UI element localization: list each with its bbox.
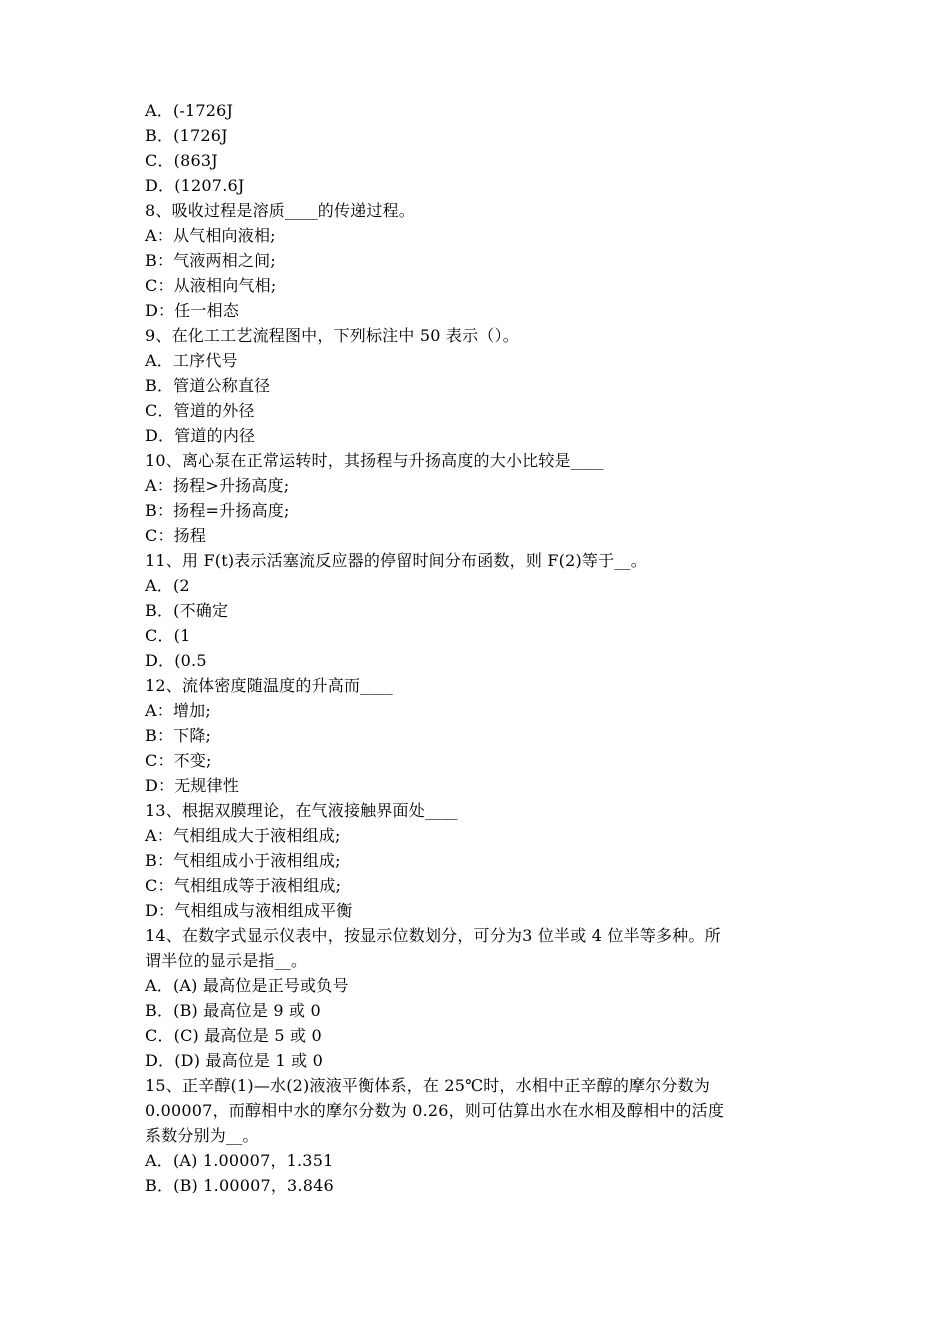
option-line: B．管道公称直径 xyxy=(145,376,271,395)
option-line: B：气相组成小于液相组成; xyxy=(145,851,341,870)
option-line: C：扬程 xyxy=(145,526,207,545)
question-10: 10、离心泵在正常运转时，其扬程与升扬高度的大小比较是____ xyxy=(145,451,604,470)
option-line: C．(863J xyxy=(145,151,218,170)
option-line: C．(C) 最高位是 5 或 0 xyxy=(145,1026,322,1045)
option-line: B．(不确定 xyxy=(145,601,229,620)
option-line: D．(0.5 xyxy=(145,651,207,670)
option-line: C．(1 xyxy=(145,626,191,645)
question-11: 11、用 F(t)表示活塞流反应器的停留时间分布函数，则 F(2)等于__。 xyxy=(145,551,647,570)
question-14-cont: 谓半位的显示是指__。 xyxy=(145,951,308,970)
option-line: D．(1207.6J xyxy=(145,176,245,195)
question-15: 15、正辛醇(1)—水(2)液液平衡体系，在 25℃时，水相中正辛醇的摩尔分数为 xyxy=(145,1076,711,1095)
option-line: A：从气相向液相; xyxy=(145,226,276,245)
option-line: D：气相组成与液相组成平衡 xyxy=(145,901,353,920)
option-line: A．(2 xyxy=(145,576,190,595)
option-line: C：从液相向气相; xyxy=(145,276,277,295)
option-line: D：无规律性 xyxy=(145,776,240,795)
option-line: D．(D) 最高位是 1 或 0 xyxy=(145,1051,324,1070)
question-13: 13、根据双膜理论，在气液接触界面处____ xyxy=(145,801,458,820)
option-line: B．(1726J xyxy=(145,126,228,145)
option-line: A．(-1726J xyxy=(145,101,234,120)
option-line: B．(B) 1.00007，3.846 xyxy=(145,1176,334,1195)
option-line: B：气液两相之间; xyxy=(145,251,276,270)
option-line: A．(A) 最高位是正号或负号 xyxy=(145,976,349,995)
option-line: C：气相组成等于液相组成; xyxy=(145,876,342,895)
option-line: C：不变; xyxy=(145,751,212,770)
question-15-cont: 0.00007，而醇相中水的摩尔分数为 0.26，则可估算出水在水相及醇相中的活度 xyxy=(145,1101,725,1120)
option-line: A．(A) 1.00007，1.351 xyxy=(145,1151,334,1170)
option-line: A：扬程>升扬高度; xyxy=(145,476,290,495)
question-15-cont: 系数分别为__。 xyxy=(145,1126,259,1145)
option-line: A：增加; xyxy=(145,701,211,720)
question-8: 8、吸收过程是溶质____的传递过程。 xyxy=(145,201,415,220)
option-line: D．管道的内径 xyxy=(145,426,256,445)
question-9: 9、在化工工艺流程图中，下列标注中 50 表示（）。 xyxy=(145,326,519,345)
option-line: B．(B) 最高位是 9 或 0 xyxy=(145,1001,321,1020)
option-line: D：任一相态 xyxy=(145,301,240,320)
document-body xyxy=(145,98,815,1198)
question-14: 14、在数字式显示仪表中，按显示位数划分，可分为3 位半或 4 位半等多种。所 xyxy=(145,926,721,945)
option-line: A．工序代号 xyxy=(145,351,238,370)
option-line: A：气相组成大于液相组成; xyxy=(145,826,341,845)
option-line: B：下降; xyxy=(145,726,212,745)
option-line: B：扬程=升扬高度; xyxy=(145,501,290,520)
question-12: 12、流体密度随温度的升高而____ xyxy=(145,676,393,695)
option-line: C．管道的外径 xyxy=(145,401,255,420)
